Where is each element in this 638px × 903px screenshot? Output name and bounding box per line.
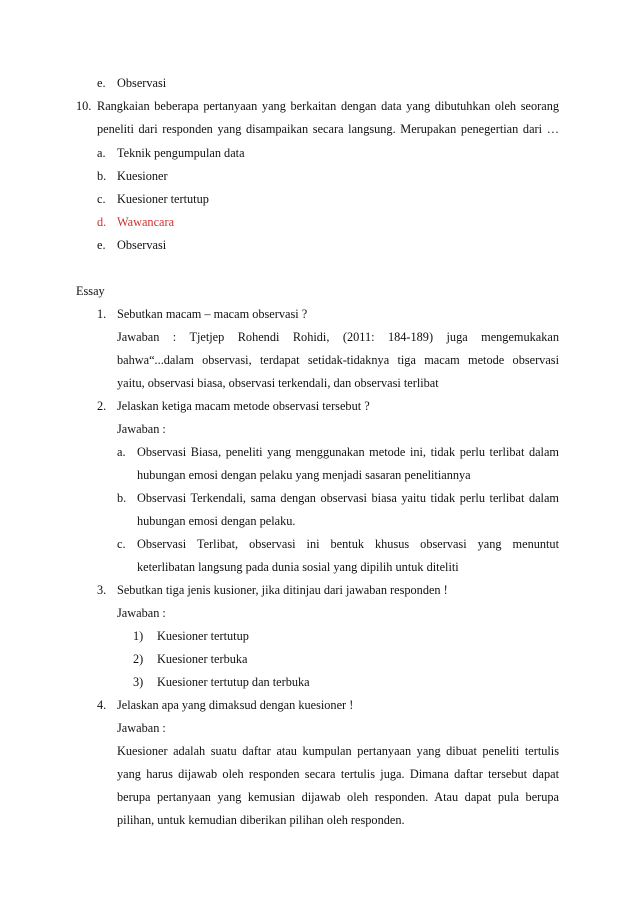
answer-text: yaitu, observasi biasa, observasi terkendali, dan observasi terlibat (117, 376, 439, 390)
essay-question: Sebutkan macam – macam observasi ? (117, 307, 308, 321)
correct-option-text: Wawancara (117, 215, 175, 229)
answer-label: Jawaban : (117, 606, 166, 620)
list-text: Kuesioner tertutup (157, 629, 249, 643)
answer-text: pilihan, untuk kemudian diberikan pilihan oleh responden. (117, 813, 405, 827)
list-text: keterlibatan langsung pada dunia sosial yang dipilih untuk diteliti (137, 560, 459, 574)
essay-question: Sebutkan tiga jenis kusioner, jika ditinjau dari jawaban responden ! (117, 583, 448, 597)
option-text: Observasi (117, 76, 167, 90)
list-text: hubungan emosi dengan pelaku. (137, 514, 296, 528)
answer-text: Kuesioner adalah suatu daftar atau kumpulan pertanyaan yang dibuat peneliti tertulis (117, 744, 559, 758)
essay-question: Jelaskan apa yang dimaksud dengan kuesioner ! (117, 698, 354, 712)
option-letter: a. (97, 146, 106, 160)
answer-text: Jawaban : Tjetjep Rohendi Rohidi, (2011: 184-189) juga mengemukakan (117, 330, 559, 344)
question-number: 10. (76, 99, 92, 113)
answer-text: yang harus dijawab oleh responden secara tertulis juga. Dimana daftar tersebut dapat (117, 767, 559, 781)
question-text: peneliti dari responden yang disampaikan secara langsung. Merupakan penegertian dari … (97, 122, 559, 136)
list-text: Observasi Terkendali, sama dengan observasi biasa yaitu tidak perlu terlibat dalam (137, 491, 559, 505)
list-text: hubungan emosi dengan pelaku yang menjadi sasaran penelitiannya (137, 468, 471, 482)
correct-option-letter: d. (97, 215, 107, 229)
answer-label: Jawaban : (117, 422, 166, 436)
list-letter: b. (117, 491, 127, 505)
list-text: Kuesioner terbuka (157, 652, 248, 666)
answer-label: Jawaban : (117, 721, 166, 735)
option-text: Kuesioner tertutup (117, 192, 209, 206)
answer-text: bahwa“...dalam observasi, terdapat setidak-tidaknya tiga macam metode observasi (117, 353, 559, 367)
essay-number: 2. (97, 399, 107, 413)
section-heading: Essay (76, 284, 105, 298)
option-letter: e. (97, 238, 106, 252)
option-letter: e. (97, 76, 106, 90)
list-letter: c. (117, 537, 126, 551)
list-number: 1) (133, 629, 144, 643)
essay-number: 1. (97, 307, 107, 321)
option-text: Teknik pengumpulan data (117, 146, 245, 160)
option-letter: c. (97, 192, 106, 206)
list-number: 2) (133, 652, 144, 666)
list-text: Observasi Biasa, peneliti yang menggunakan metode ini, tidak perlu terlibat dalam (137, 445, 559, 459)
option-text: Observasi (117, 238, 167, 252)
essay-question: Jelaskan ketiga macam metode observasi tersebut ? (117, 399, 370, 413)
list-text: Observasi Terlibat, observasi ini bentuk khusus observasi yang menuntut (137, 537, 559, 551)
option-text: Kuesioner (117, 169, 168, 183)
option-letter: b. (97, 169, 107, 183)
question-text: Rangkaian beberapa pertanyaan yang berkaitan dengan data yang dibutuhkan oleh seorang (97, 99, 559, 113)
answer-text: berupa pertanyaan yang kemusian dijawab oleh responden. Atau dapat pula berupa (117, 790, 559, 804)
list-number: 3) (133, 675, 144, 689)
list-letter: a. (117, 445, 126, 459)
list-text: Kuesioner tertutup dan terbuka (157, 675, 310, 689)
essay-number: 4. (97, 698, 107, 712)
essay-number: 3. (97, 583, 107, 597)
